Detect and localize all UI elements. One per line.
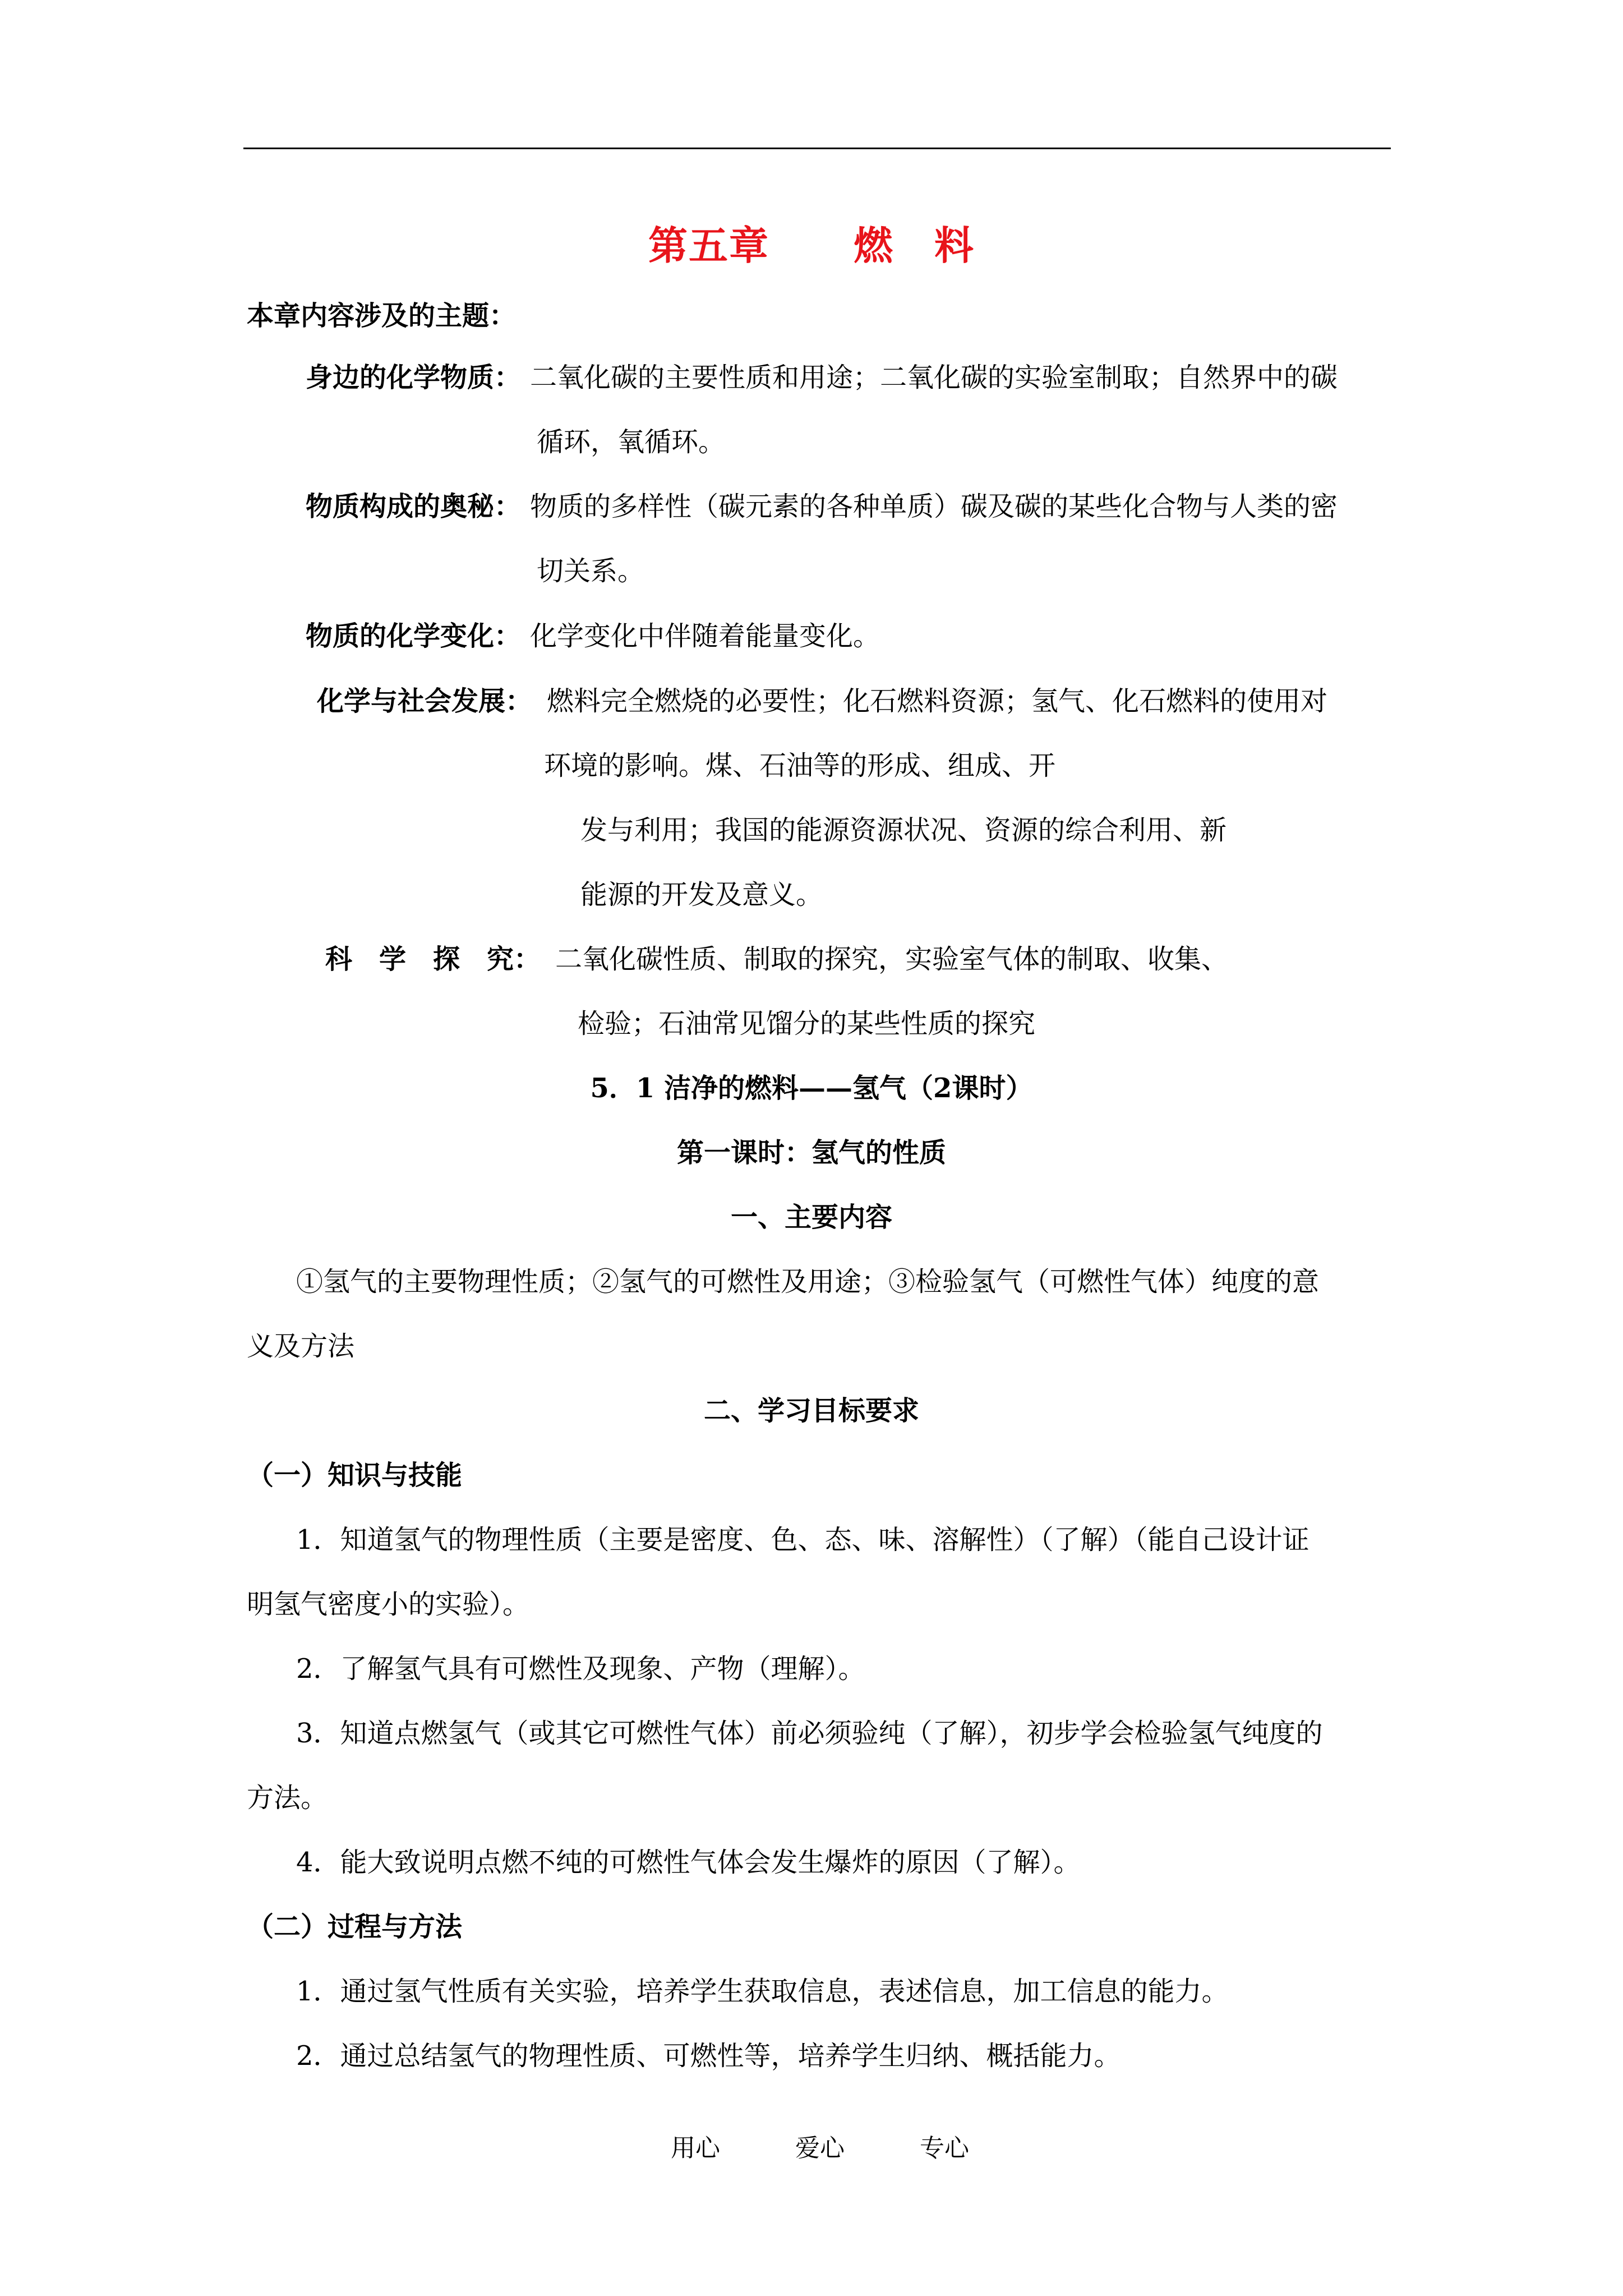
topic-text-cont: 能源的开发及意义。 xyxy=(580,879,823,910)
topic-text-cont: 切关系。 xyxy=(537,555,645,587)
topic-label-matter-structure: 物质构成的奥秘： xyxy=(306,491,522,522)
footer-word-2: 爱心 xyxy=(795,2134,845,2162)
topic-text: 化学变化中伴随着能量变化。 xyxy=(530,620,880,652)
topic-text: 二氧化碳的主要性质和用途；二氧化碳的实验室制取；自然界中的碳 xyxy=(530,362,1338,393)
topic-label-society: 化学与社会发展： xyxy=(317,685,533,717)
chapter-number: 第五章 xyxy=(648,222,769,269)
main-content-text: ①氢气的主要物理性质；②氢气的可燃性及用途；③检验氢气（可燃性气体）纯度的意 xyxy=(296,1266,1320,1297)
knowledge-item-3: 3．知道点燃氢气（或其它可燃性气体）前必须验纯（了解），初步学会检验氢气纯度的 xyxy=(296,1718,1323,1749)
process-item-1: 1．通过氢气性质有关实验，培养学生获取信息，表述信息，加工信息的能力。 xyxy=(296,1976,1229,2007)
knowledge-item-1-cont: 明氢气密度小的实验）。 xyxy=(247,1589,530,1620)
knowledge-item-4: 4．能大致说明点燃不纯的可燃性气体会发生爆炸的原因（了解）。 xyxy=(296,1847,1081,1878)
process-item-2: 2．通过总结氢气的物理性质、可燃性等，培养学生归纳、概括能力。 xyxy=(296,2040,1121,2072)
topic-text: 燃料完全燃烧的必要性；化石燃料资源；氢气、化石燃料的使用对 xyxy=(547,685,1328,717)
process-methods-heading: （二）过程与方法 xyxy=(247,1911,463,1943)
knowledge-item-1: 1．知道氢气的物理性质（主要是密度、色、态、味、溶解性）（了解）（能自己设计证 xyxy=(296,1524,1310,1556)
topic-text: 二氧化碳性质、制取的探究，实验室气体的制取、收集、 xyxy=(555,944,1229,975)
topic-label-chemical-change: 物质的化学变化： xyxy=(306,620,522,652)
topic-text-cont: 环境的影响。煤、石油等的形成、组成、开 xyxy=(544,750,1056,781)
main-content-heading: 一、主要内容 xyxy=(730,1202,892,1233)
topic-label-chemical-substances: 身边的化学物质： xyxy=(306,362,522,393)
topic-text-cont: 循环，氧循环。 xyxy=(537,426,726,458)
section-title: 5．1 洁净的燃料——氢气（2课时） xyxy=(590,1073,1033,1104)
footer-word-3: 专心 xyxy=(920,2134,969,2162)
lesson-title: 第一课时：氢气的性质 xyxy=(676,1137,946,1168)
chapter-title xyxy=(0,214,1623,271)
topic-label-science-inquiry: 科 学 探 究： xyxy=(325,944,541,975)
learning-goals-heading: 二、学习目标要求 xyxy=(703,1395,919,1427)
knowledge-item-2: 2．了解氢气具有可燃性及现象、产物（理解）。 xyxy=(296,1653,865,1685)
topic-text-cont: 发与利用；我国的能源资源状况、资源的综合利用、新 xyxy=(580,815,1227,846)
topic-text-cont: 检验；石油常见馏分的某些性质的探究 xyxy=(578,1008,1036,1039)
knowledge-item-3-cont: 方法。 xyxy=(247,1782,328,1814)
topic-text: 物质的多样性（碳元素的各种单质）碳及碳的某些化合物与人类的密 xyxy=(530,491,1338,522)
footer-word-1: 用心 xyxy=(671,2134,720,2162)
knowledge-skills-heading: （一）知识与技能 xyxy=(247,1460,463,1491)
chapter-name: 燃 料 xyxy=(854,222,975,269)
intro-heading: 本章内容涉及的主题： xyxy=(247,300,517,332)
main-content-text-cont: 义及方法 xyxy=(247,1331,355,1362)
header-rule xyxy=(243,148,1391,149)
